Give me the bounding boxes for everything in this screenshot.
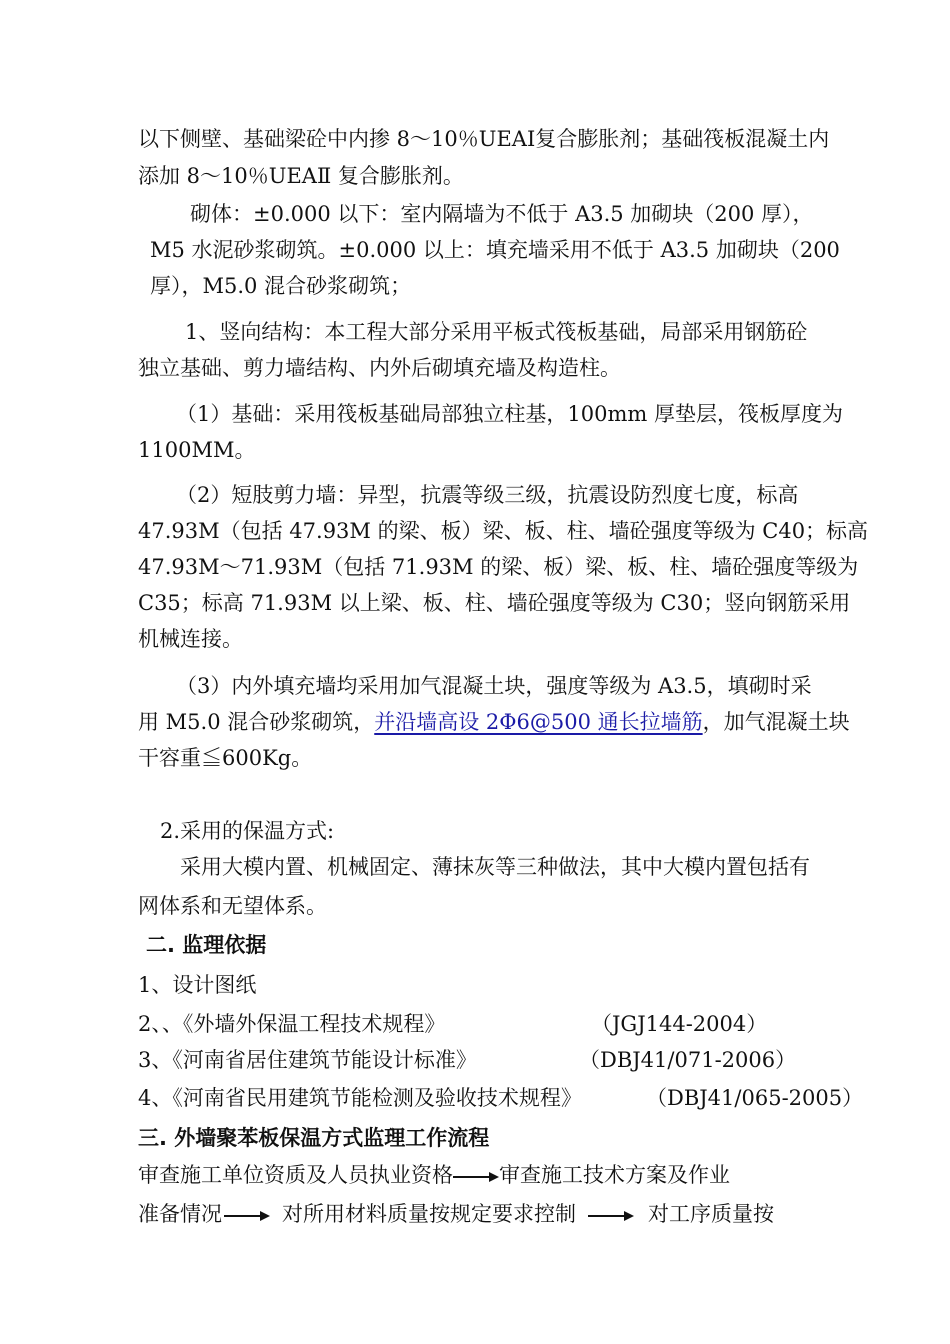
- basis-item-4-code: （DBJ41/065-2005）: [646, 1086, 864, 1110]
- masonry-line-3: 厚），M5.0 混合砂浆砌筑；: [150, 274, 412, 298]
- basis-item-3-code: （DBJ41/071-2006）: [579, 1048, 797, 1072]
- infill-line-2-post: ，加气混凝土块: [702, 710, 850, 734]
- arrow-right-icon: [453, 1170, 499, 1184]
- flow-line-2: [138, 1200, 774, 1228]
- insulation-line-2: 网体系和无望体系。: [138, 894, 327, 918]
- basis-item-1: 1、设计图纸: [138, 973, 257, 997]
- infill-line-1: （3）内外填充墙均采用加气混凝土块，强度等级为 A3.5，填砌时采: [176, 674, 812, 698]
- vertical-line-1: 1、竖向结构：本工程大部分采用平板式筏板基础，局部采用钢筋砼: [185, 320, 808, 344]
- flow-step-2: 审查施工技术方案及作业: [499, 1163, 730, 1187]
- arrow-right-icon: [588, 1209, 634, 1223]
- arrow-right-icon: [224, 1209, 270, 1223]
- flow-step-1: 审查施工单位资质及人员执业资格: [138, 1163, 453, 1187]
- shearwall-line-3: 47.93M～71.93M（包括 71.93M 的梁、板）梁、板、柱、墙砼强度等级为: [138, 555, 859, 579]
- foundation-line-2: 1100MM。: [138, 438, 256, 462]
- basis-item-2: 2、、《外墙外保温工程技术规程》: [138, 1012, 446, 1036]
- tie-bar-link[interactable]: 并沿墙高设 2Φ6@500 通长拉墙筋: [374, 710, 703, 734]
- shearwall-line-2: 47.93M（包括 47.93M 的梁、板）梁、板、柱、墙砼强度等级为 C40；标高: [138, 519, 869, 543]
- vertical-line-2: 独立基础、剪力墙结构、内外后砌填充墙及构造柱。: [138, 356, 621, 380]
- section-2-heading: 二. 监理依据: [146, 933, 267, 957]
- infill-line-2-pre: 用 M5.0 混合砂浆砌筑，: [138, 710, 375, 734]
- flow-step-2b: 准备情况: [138, 1202, 222, 1226]
- flow-step-3: 对所用材料质量按规定要求控制: [282, 1202, 576, 1226]
- infill-line-2: [138, 708, 850, 736]
- basis-item-3: 3、《河南省居住建筑节能设计标准》: [138, 1048, 477, 1072]
- flow-step-4: 对工序质量按: [648, 1202, 774, 1226]
- flow-line-1: [138, 1161, 730, 1189]
- basis-item-2-code: （JGJ144-2004）: [591, 1012, 768, 1036]
- infill-line-3: 干容重≦600Kg。: [138, 746, 313, 770]
- shearwall-line-5: 机械连接。: [138, 627, 243, 651]
- insulation-line-1: 采用大模内置、机械固定、薄抹灰等三种做法，其中大模内置包括有: [180, 855, 810, 879]
- foundation-line-1: （1）基础：采用筏板基础局部独立柱基，100mm 厚垫层，筏板厚度为: [176, 402, 843, 426]
- basis-item-4: 4、《河南省民用建筑节能检测及验收技术规程》: [138, 1086, 582, 1110]
- intro-line-2: 添加 8～10％UEAⅡ 复合膨胀剂。: [138, 164, 464, 188]
- intro-line-1: 以下侧壁、基础梁砼中内掺 8～10％UEAI复合膨胀剂；基础筏板混凝土内: [138, 127, 830, 151]
- shearwall-line-1: （2）短肢剪力墙：异型，抗震等级三级，抗震设防烈度七度，标高: [176, 483, 799, 507]
- section-3-heading: 三. 外墙聚苯板保温方式监理工作流程: [138, 1126, 490, 1150]
- insulation-title: 2.采用的保温方式:: [160, 819, 335, 843]
- masonry-line-1: 砌体：±0.000 以下：室内隔墙为不低于 A3.5 加砌块（200 厚），: [190, 202, 814, 226]
- masonry-line-2: M5 水泥砂浆砌筑。±0.000 以上：填充墙采用不低于 A3.5 加砌块（200: [150, 238, 840, 262]
- shearwall-line-4: C35；标高 71.93M 以上梁、板、柱、墙砼强度等级为 C30；竖向钢筋采用: [138, 591, 851, 615]
